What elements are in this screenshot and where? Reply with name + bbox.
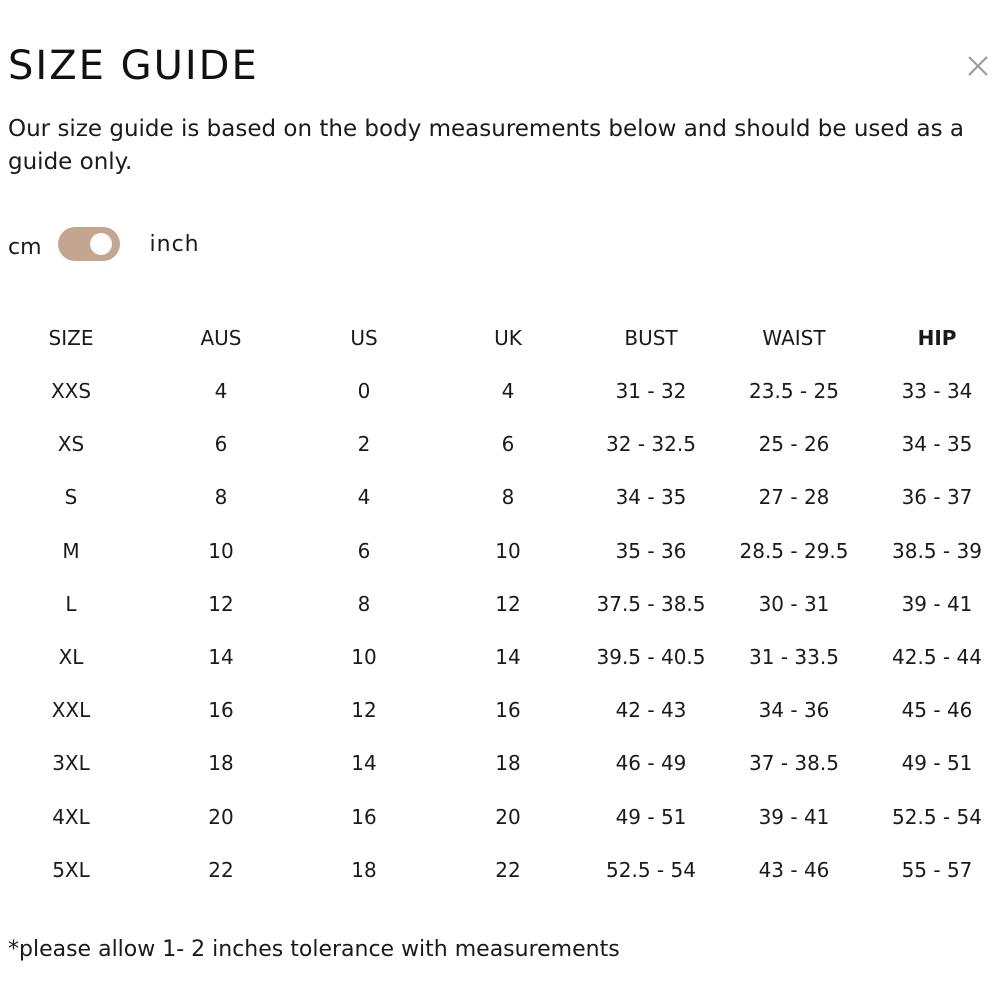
unit-label-cm[interactable]: cm xyxy=(8,234,42,260)
cell-size: 3XL xyxy=(52,751,90,776)
cell-aus: 22 xyxy=(208,857,234,882)
cell-us: 16 xyxy=(351,804,377,829)
table-row xyxy=(0,525,1000,578)
cell-uk: 22 xyxy=(495,857,521,882)
cell-waist: 31 - 33.5 xyxy=(749,645,839,670)
header-us: US xyxy=(350,326,378,350)
table-row xyxy=(0,365,1000,418)
table-row xyxy=(0,418,1000,471)
unit-toggle-switch[interactable] xyxy=(58,227,120,261)
table-row xyxy=(0,578,1000,631)
table-row xyxy=(0,631,1000,684)
cell-us: 10 xyxy=(351,645,377,670)
cell-waist: 43 - 46 xyxy=(758,857,830,882)
cell-hip: 42.5 - 44 xyxy=(892,645,982,670)
cell-aus: 6 xyxy=(214,432,228,457)
unit-toggle-row xyxy=(8,224,200,264)
cell-bust: 35 - 36 xyxy=(615,538,687,563)
cell-waist: 37 - 38.5 xyxy=(749,751,839,776)
cell-hip: 34 - 35 xyxy=(901,432,973,457)
cell-uk: 10 xyxy=(495,538,521,563)
cell-uk: 6 xyxy=(501,432,515,457)
cell-bust: 37.5 - 38.5 xyxy=(596,591,706,616)
cell-waist: 39 - 41 xyxy=(758,804,830,829)
cell-us: 6 xyxy=(357,538,371,563)
cell-size: 4XL xyxy=(52,804,90,829)
cell-uk: 8 xyxy=(501,485,515,510)
cell-waist: 27 - 28 xyxy=(758,485,830,510)
cell-bust: 31 - 32 xyxy=(615,379,687,403)
table-header-row xyxy=(0,312,1000,365)
cell-size: XS xyxy=(57,432,85,457)
cell-aus: 20 xyxy=(208,804,234,829)
cell-us: 18 xyxy=(351,857,377,882)
header-uk: UK xyxy=(494,326,522,350)
close-button[interactable] xyxy=(962,50,994,82)
cell-aus: 16 xyxy=(208,698,234,723)
cell-size: XXS xyxy=(50,379,92,403)
cell-aus: 12 xyxy=(208,591,234,616)
cell-size: XL xyxy=(58,645,84,670)
cell-waist: 30 - 31 xyxy=(758,591,830,616)
header-hip: HIP xyxy=(917,326,957,350)
cell-aus: 4 xyxy=(214,379,228,403)
cell-waist: 25 - 26 xyxy=(758,432,830,457)
cell-size: M xyxy=(62,538,80,563)
table-row xyxy=(0,844,1000,897)
cell-bust: 52.5 - 54 xyxy=(606,857,696,882)
size-table xyxy=(0,312,1000,897)
cell-bust: 32 - 32.5 xyxy=(606,432,696,457)
cell-uk: 20 xyxy=(495,804,521,829)
cell-hip: 49 - 51 xyxy=(901,751,973,776)
cell-aus: 10 xyxy=(208,538,234,563)
cell-hip: 38.5 - 39 xyxy=(892,538,982,563)
cell-bust: 39.5 - 40.5 xyxy=(596,645,706,670)
cell-bust: 34 - 35 xyxy=(615,485,687,510)
cell-bust: 46 - 49 xyxy=(615,751,687,776)
cell-waist: 23.5 - 25 xyxy=(749,379,839,403)
cell-hip: 55 - 57 xyxy=(901,857,973,882)
cell-uk: 14 xyxy=(495,645,521,670)
cell-size: L xyxy=(65,591,77,616)
cell-us: 2 xyxy=(357,432,371,457)
tolerance-note: *please allow 1- 2 inches tolerance with measurements xyxy=(8,937,620,962)
cell-uk: 4 xyxy=(501,379,515,403)
cell-hip: 52.5 - 54 xyxy=(892,804,982,829)
cell-bust: 42 - 43 xyxy=(615,698,687,723)
table-row xyxy=(0,684,1000,737)
cell-size: XXL xyxy=(51,698,91,723)
cell-waist: 34 - 36 xyxy=(758,698,830,723)
toggle-knob xyxy=(90,233,112,255)
cell-hip: 45 - 46 xyxy=(901,698,973,723)
close-icon xyxy=(967,55,989,77)
header-size: SIZE xyxy=(48,326,94,350)
cell-aus: 8 xyxy=(214,485,228,510)
unit-label-inch[interactable]: inch xyxy=(149,231,200,257)
cell-uk: 16 xyxy=(495,698,521,723)
cell-us: 12 xyxy=(351,698,377,723)
table-row xyxy=(0,791,1000,844)
cell-hip: 36 - 37 xyxy=(901,485,973,510)
cell-hip: 39 - 41 xyxy=(901,591,973,616)
cell-us: 8 xyxy=(357,591,371,616)
intro-text: Our size guide is based on the body measurements below and should be used as a guide only. xyxy=(8,116,964,175)
cell-uk: 18 xyxy=(495,751,521,776)
cell-us: 4 xyxy=(357,485,371,510)
cell-waist: 28.5 - 29.5 xyxy=(739,538,849,563)
header-bust: BUST xyxy=(624,326,678,350)
cell-hip: 33 - 34 xyxy=(901,379,973,403)
table-row xyxy=(0,737,1000,790)
modal-title: SIZE GUIDE xyxy=(8,43,259,89)
table-row xyxy=(0,471,1000,524)
header-aus: AUS xyxy=(200,326,242,350)
cell-aus: 18 xyxy=(208,751,234,776)
cell-size: 5XL xyxy=(52,857,90,882)
header-waist: WAIST xyxy=(762,326,826,350)
cell-uk: 12 xyxy=(495,591,521,616)
cell-bust: 49 - 51 xyxy=(615,804,687,829)
cell-size: S xyxy=(64,485,78,510)
cell-us: 14 xyxy=(351,751,377,776)
cell-aus: 14 xyxy=(208,645,234,670)
cell-us: 0 xyxy=(357,379,371,403)
